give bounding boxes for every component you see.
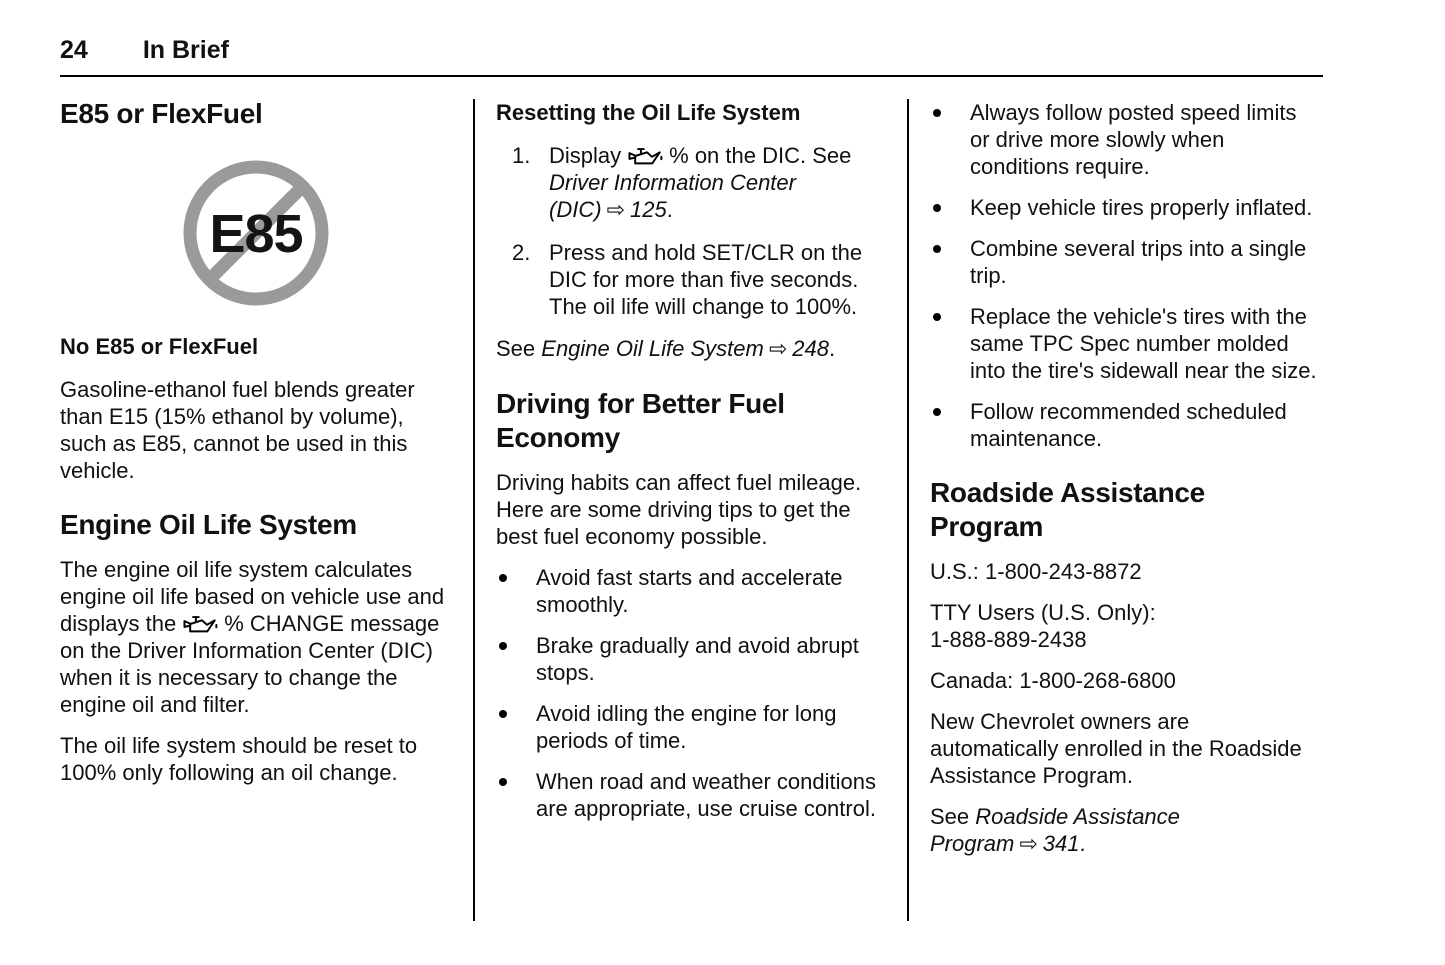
cross-reference-title: Engine Oil Life System bbox=[541, 336, 764, 361]
column-1 bbox=[60, 97, 452, 786]
section-heading-fuel-economy: Driving for Better Fuel Economy bbox=[496, 388, 785, 453]
engine-oil-icon bbox=[182, 612, 218, 636]
cross-reference-page: 341 bbox=[1042, 831, 1080, 856]
page-number: 24 bbox=[60, 36, 88, 64]
no-e85-prohibition-icon bbox=[182, 159, 330, 307]
text-segment: Display bbox=[549, 143, 622, 168]
list-item: Follow recommended scheduled maintenance. bbox=[930, 398, 1320, 452]
text-segment: % CHANGE message on the Driver Information Center (DIC) when it is necessary to change the engine oil and filter. bbox=[60, 611, 440, 717]
paragraph-fuel-economy-intro: Driving habits can affect fuel mileage. Here are some driving tips to get the best fuel economy possible. bbox=[496, 470, 862, 549]
text-segment: % on the DIC. See bbox=[669, 143, 852, 168]
cross-reference-title: Driver Information Center (DIC) bbox=[549, 170, 796, 222]
text-segment: The engine oil life system calculates engine oil life based on vehicle use and displays the bbox=[60, 557, 445, 636]
section-heading-oil-life: Engine Oil Life System bbox=[60, 509, 357, 540]
cross-reference-title: Roadside Assistance Program bbox=[930, 804, 1180, 856]
list-item: Keep vehicle tires properly inflated. bbox=[930, 194, 1320, 221]
list-item: Avoid fast starts and accelerate smoothly. bbox=[496, 564, 886, 618]
no-e85-symbol-figure bbox=[60, 159, 452, 313]
paragraph-phone-us: U.S.: 1-800-243-8872 bbox=[930, 559, 1142, 584]
column-2 bbox=[496, 97, 886, 836]
paragraph-see-reference bbox=[496, 335, 886, 363]
page-reference-arrow-icon: ⇨ bbox=[606, 198, 625, 223]
paragraph-phone-canada: Canada: 1-800-268-6800 bbox=[930, 668, 1176, 693]
running-header bbox=[60, 36, 1323, 64]
section-heading-roadside: Roadside Assistance Program bbox=[930, 477, 1205, 542]
text-segment: . bbox=[1079, 831, 1086, 856]
list-item: Combine several trips into a single trip. bbox=[930, 235, 1320, 289]
step-number: 2. bbox=[512, 240, 531, 265]
section-heading-e85: E85 or FlexFuel bbox=[60, 98, 263, 129]
column-3 bbox=[930, 97, 1320, 858]
text-segment: . bbox=[828, 336, 836, 361]
numbered-steps-list bbox=[496, 142, 886, 320]
subheading-resetting-oil-life: Resetting the Oil Life System bbox=[496, 100, 801, 125]
paragraph-phone-tty bbox=[930, 599, 1320, 653]
header-rule bbox=[60, 75, 1323, 77]
paragraph-oil-life-2: The oil life system should be reset to 100% only following an oil change. bbox=[60, 733, 418, 785]
subheading-no-e85: No E85 or FlexFuel bbox=[60, 334, 259, 359]
chapter-title: In Brief bbox=[142, 36, 229, 64]
paragraph-e85-body: Gasoline-ethanol fuel blends greater than E15 (15% ethanol by volume), such as E85, cannot be used in this vehicle. bbox=[60, 377, 415, 483]
tty-label: TTY Users (U.S. Only): bbox=[930, 600, 1156, 625]
fuel-economy-bullet-list bbox=[496, 564, 886, 822]
text-segment: . bbox=[666, 197, 673, 222]
paragraph-oil-life-1 bbox=[60, 556, 452, 718]
fuel-economy-bullet-list-continued bbox=[930, 99, 1320, 452]
step-number: 1. bbox=[512, 143, 531, 168]
list-item: Replace the vehicle's tires with the same TPC Spec number molded into the tire's sidewall near the size. bbox=[930, 303, 1320, 384]
list-item-step-1 bbox=[496, 142, 886, 224]
step-text bbox=[549, 142, 886, 224]
page-reference-arrow-icon: ⇨ bbox=[1019, 832, 1038, 857]
text-segment: See bbox=[496, 336, 542, 361]
cross-reference-page: 125 bbox=[629, 197, 667, 222]
text-segment: See bbox=[930, 804, 976, 829]
paragraph-see-reference bbox=[930, 803, 1320, 858]
list-item: Always follow posted speed limits or drive more slowly when conditions require. bbox=[930, 99, 1320, 180]
list-item: Brake gradually and avoid abrupt stops. bbox=[496, 632, 886, 686]
list-item: When road and weather conditions are appropriate, use cruise control. bbox=[496, 768, 886, 822]
cross-reference-page: 248 bbox=[792, 336, 829, 361]
list-item-step-2 bbox=[496, 239, 886, 320]
three-column-layout bbox=[60, 97, 1323, 921]
step-text: Press and hold SET/CLR on the DIC for more than five seconds. The oil life will change to 100%. bbox=[549, 240, 863, 319]
column-divider-left bbox=[473, 99, 475, 921]
list-item: Avoid idling the engine for long periods of time. bbox=[496, 700, 886, 754]
column-divider-right bbox=[907, 99, 909, 921]
e85-symbol-label: E85 bbox=[209, 204, 303, 264]
engine-oil-icon bbox=[627, 144, 663, 168]
page-reference-arrow-icon: ⇨ bbox=[768, 337, 788, 362]
paragraph-roadside-body: New Chevrolet owners are automatically enrolled in the Roadside Assistance Program. bbox=[930, 709, 1302, 788]
tty-number: 1-888-889-2438 bbox=[930, 627, 1087, 652]
